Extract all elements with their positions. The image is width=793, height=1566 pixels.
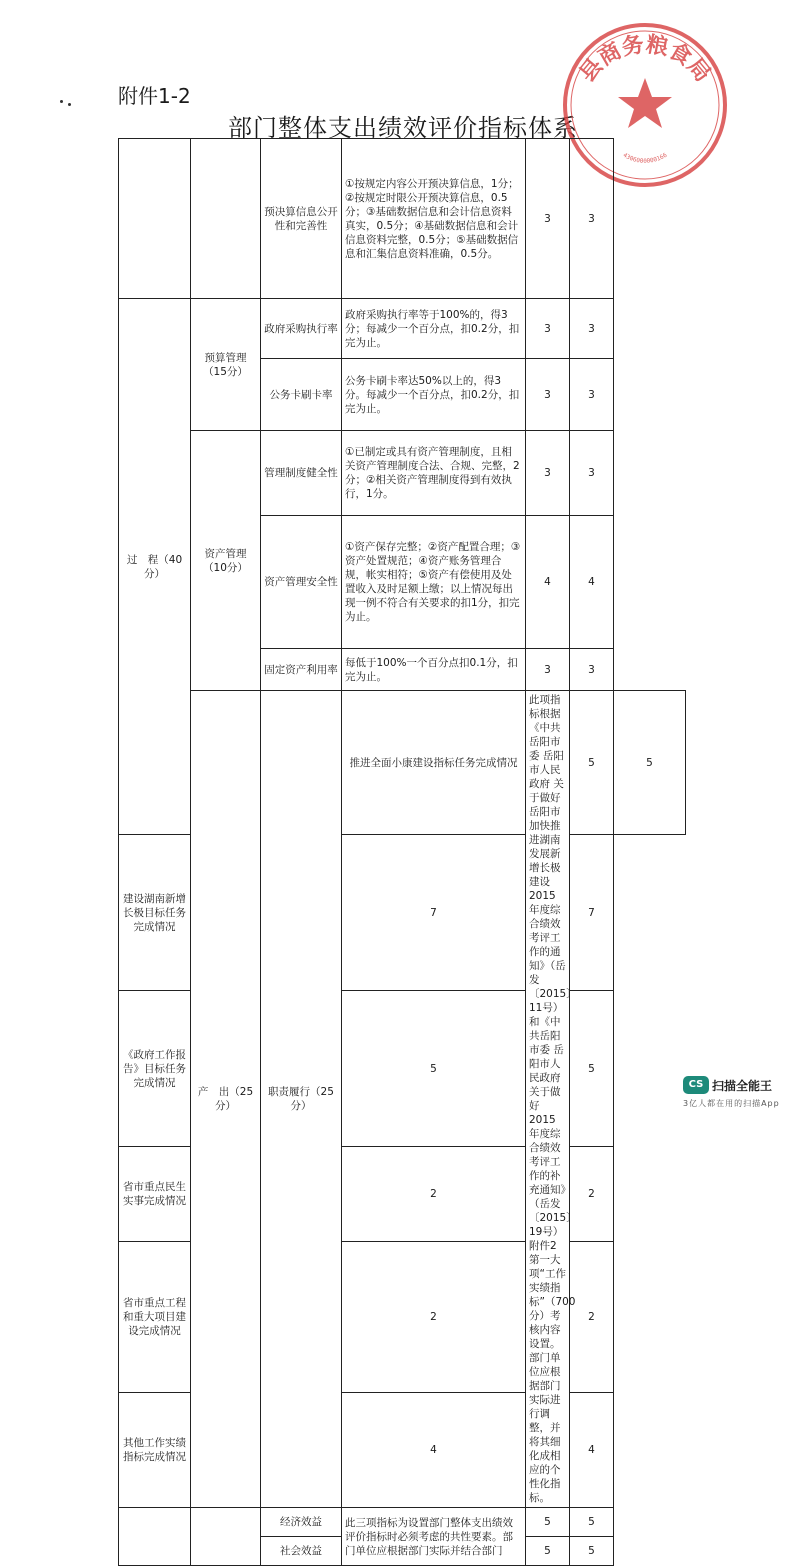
table-cell-indicator: 固定资产利用率 [261,649,342,691]
camscanner-logo-icon: CS [683,1076,709,1094]
table-cell-weight: 5 [570,691,614,835]
table-row [119,139,686,299]
seal-star-icon [618,78,672,128]
table-cell-indicator: 省市重点民生实事完成情况 [119,1147,191,1242]
table-cell-weight: 2 [342,1242,526,1392]
table-cell-criteria: ①已制定或具有资产管理制度，且相关资产管理制度合法、合规、完整，2分；②相关资产管理制度得到有效执行，1分。 [342,431,526,516]
table-cell-category [191,1508,261,1566]
table-cell-category: 预算管理（15分） [191,299,261,431]
watermark-slogan: 3亿人都在用的扫描App [683,1099,780,1108]
table-cell-category: 资产管理（10分） [191,431,261,691]
table-cell-indicator: 建设湖南新增长极目标任务完成情况 [119,835,191,991]
table-cell-weight: 3 [526,299,570,359]
table-cell-criteria: ①资产保存完整；②资产配置合理；③资产处置规范；④资产账务管理合规，帐实相符；⑤资产有偿使用及处置收入及时足额上缴；以上情况每出现一例不符合有关要求的扣1分，扣完为止。 [342,516,526,649]
table-cell-category: 职责履行（25分） [261,691,342,1508]
table-cell-score: 4 [570,516,614,649]
indicator-table [118,138,686,1566]
table-cell-score: 5 [570,1508,614,1537]
table-cell-score: 7 [570,835,614,991]
table-cell-indicator: 管理制度健全性 [261,431,342,516]
table-row [119,691,686,835]
table-cell-dimension: 产 出（25分） [191,691,261,1508]
table-cell-indicator: 预决算信息公开性和完善性 [261,139,342,299]
table-cell-score: 3 [570,431,614,516]
table-cell-indicator: 资产管理安全性 [261,516,342,649]
table-cell-criteria: 此项指标根据《中共岳阳市委 岳阳市人民政府 关于做好岳阳市加快推进湖南发展新增长极建设2015年度综合绩效考评工作的通知》（岳发〔2015〕11号）和《中共岳阳市委 岳阳市人民政府 关于做好2015年度综合绩效考评工作的补充通知》（岳发〔2015〕19号）附件2第一大项“工作实绩指标”（700分）考核内容设置。部门单位应根据部门实际进行调整，并将其细化成相应的个性化指标。 [526,691,570,1508]
table-cell-score: 4 [570,1392,614,1508]
table-row [119,299,686,359]
attachment-label: 附件1-2 [118,84,191,108]
table-cell-indicator: 《政府工作报告》目标任务完成情况 [119,991,191,1147]
scan-speck [68,103,71,106]
table-cell-criteria: 每低于100%一个百分点扣0.1分，扣完为止。 [342,649,526,691]
table-cell-score: 5 [614,691,686,835]
table-cell-weight: 4 [526,516,570,649]
table-cell-dimension: 过 程（40分） [119,299,191,835]
table-cell-score: 2 [570,1147,614,1242]
table-cell-weight: 2 [342,1147,526,1242]
table-cell-weight: 5 [526,1537,570,1566]
table-cell-indicator: 其他工作实绩指标完成情况 [119,1392,191,1508]
table-cell-weight: 3 [526,359,570,431]
table-cell-weight: 3 [526,431,570,516]
page-title: 部门整体支出绩效评价指标体系 [228,114,578,142]
watermark-app-name: 扫描全能王 [712,1079,773,1093]
table-cell-dimension [119,139,191,299]
table-cell-category [191,139,261,299]
table-cell-indicator: 社会效益 [261,1537,342,1566]
table-cell-score: 2 [570,1242,614,1392]
table-cell-weight: 3 [526,139,570,299]
table-cell-indicator: 推进全面小康建设指标任务完成情况 [342,691,526,835]
table-cell-score: 3 [570,139,614,299]
table-cell-weight: 7 [342,835,526,991]
seal-text: 县商务粮食局 [574,32,716,87]
table-cell-score: 3 [570,299,614,359]
table-cell-weight: 4 [342,1392,526,1508]
scan-speck [60,100,63,103]
table-cell-criteria: 此三项指标为设置部门整体支出绩效评价指标时必须考虑的共性要素。部门单位应根据部门实际并结合部门 [342,1508,526,1566]
table-cell-weight: 5 [526,1508,570,1537]
seal-number: 4306000000166 [621,151,669,165]
table-cell-indicator: 政府采购执行率 [261,299,342,359]
table-cell-weight: 3 [526,649,570,691]
table-cell-dimension [119,1508,191,1566]
table-cell-weight: 5 [342,991,526,1147]
table-cell-criteria: 政府采购执行率等于100%的，得3分；每减少一个百分点，扣0.2分，扣完为止。 [342,299,526,359]
table-cell-criteria: ①按规定内容公开预决算信息，1分；②按规定时限公开预决算信息，0.5分；③基础数据信息和会计信息资料真实，0.5分；④基础数据信息和会计信息资料完整，0.5分；⑤基础数据信息和汇集信息资料准确，0.5分。 [342,139,526,299]
table-row [119,431,686,516]
table-cell-indicator: 经济效益 [261,1508,342,1537]
table-row [119,1508,686,1537]
table-cell-indicator: 省市重点工程和重大项目建设完成情况 [119,1242,191,1392]
table-cell-score: 5 [570,991,614,1147]
table-cell-indicator: 公务卡刷卡率 [261,359,342,431]
table-cell-criteria: 公务卡刷卡率达50%以上的，得3分。每减少一个百分点，扣0.2分，扣完为止。 [342,359,526,431]
table-cell-score: 5 [570,1537,614,1566]
table-cell-score: 3 [570,649,614,691]
table-cell-score: 3 [570,359,614,431]
